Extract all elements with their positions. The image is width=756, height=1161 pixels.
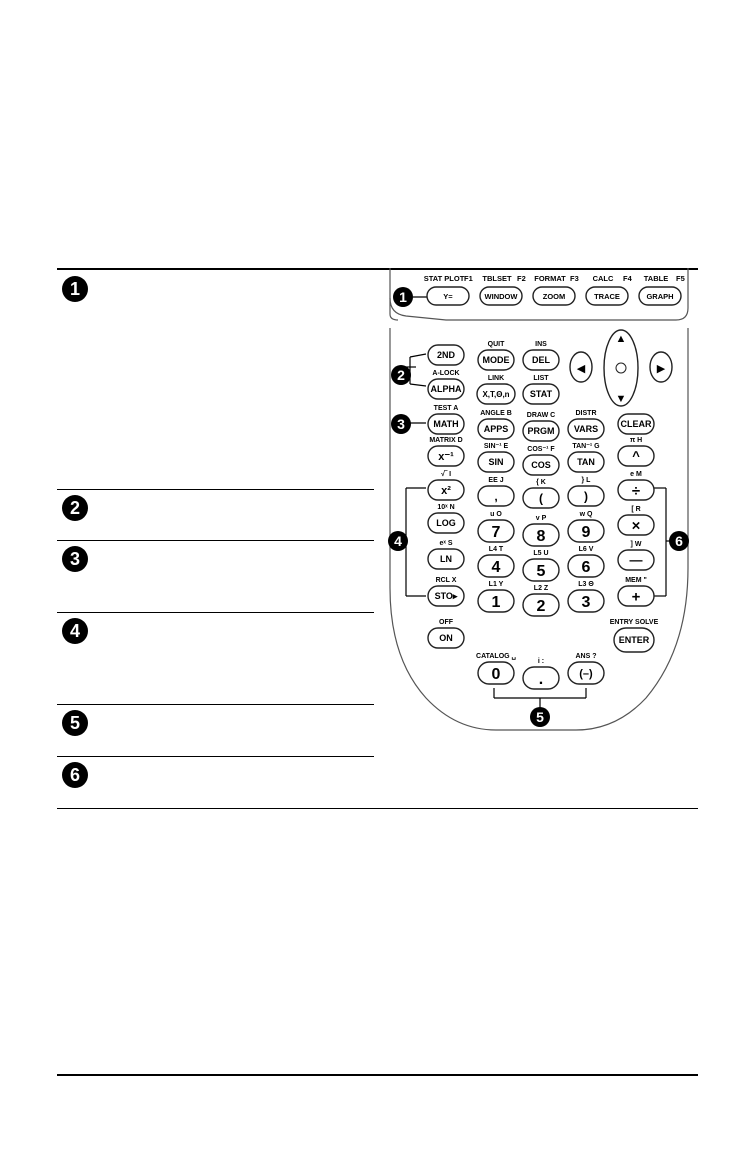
key-label: DEL: [532, 355, 550, 366]
alpha-key-key-button[interactable]: [428, 370, 464, 399]
n3-key-button[interactable]: [568, 581, 604, 612]
svg-text:3: 3: [397, 416, 405, 432]
key-above-label: LIST: [533, 375, 549, 382]
key-above-label: TEST A: [433, 405, 459, 412]
prgm-key-button[interactable]: [523, 412, 559, 441]
key-label: ^: [632, 448, 640, 464]
down-arrow-icon[interactable]: ▼: [615, 393, 627, 405]
rparen-key-button[interactable]: [568, 477, 604, 506]
alpha-function-label: F5: [676, 274, 685, 283]
n2-key-button[interactable]: [523, 585, 559, 616]
key-label: x⁻¹: [438, 450, 454, 463]
key-label: ZOOM: [542, 292, 566, 301]
calculator-keypad-diagram: [376, 268, 698, 743]
second-function-label: TABLE: [643, 274, 669, 283]
marker-6: 6: [62, 762, 88, 788]
key-label: GRAPH: [646, 292, 674, 301]
top-key-graph-button[interactable]: [639, 274, 685, 305]
key-label: LN: [440, 554, 452, 565]
left-arrow-icon[interactable]: ◀: [576, 363, 586, 375]
key-label: MODE: [482, 355, 510, 366]
key-label: CLEAR: [620, 419, 652, 430]
alpha-function-label: F3: [570, 274, 579, 283]
key-label: +: [631, 588, 641, 606]
key-above-label: RCL X: [435, 577, 457, 584]
key-label: 3: [581, 593, 591, 611]
key-label: 7: [491, 523, 501, 541]
n8-key-button[interactable]: [523, 515, 559, 546]
alpha-function-label: F4: [623, 274, 632, 283]
key-above-label: LINK: [487, 375, 505, 382]
apps-key-button[interactable]: [478, 410, 514, 439]
bottom-rule: [57, 808, 698, 809]
key-above-label: w Q: [579, 511, 593, 518]
second-function-label: FORMAT: [534, 274, 566, 283]
key-above-label: √‾ I: [440, 471, 452, 478]
key-label: ): [584, 489, 588, 504]
key-label: 8: [536, 527, 546, 545]
key-label: .: [538, 670, 544, 688]
key-label: 2: [536, 597, 546, 615]
n9-key-button[interactable]: [568, 511, 604, 542]
key-above-label: INS: [535, 341, 547, 348]
key-label: (–): [579, 667, 593, 680]
svg-text:6: 6: [675, 533, 683, 549]
key-above-label: L3 Θ: [578, 581, 594, 588]
key-above-label: π H: [629, 437, 643, 444]
key-above-label: L4 T: [488, 546, 504, 553]
key-label: Y=: [443, 292, 453, 301]
key-label: 4: [491, 558, 501, 576]
key-above-label: COS⁻¹ F: [527, 446, 555, 453]
svg-text:4: 4: [394, 533, 402, 549]
math-key-button[interactable]: [428, 405, 464, 434]
key-label: (: [539, 491, 543, 506]
key-above-label: MEM ": [625, 577, 647, 584]
xt-key-button[interactable]: [477, 375, 515, 404]
key-label: ÷: [631, 482, 641, 500]
key-label: ENTER: [618, 635, 650, 646]
key-label: WINDOW: [484, 292, 518, 301]
top-key-trace-button[interactable]: [586, 274, 633, 305]
key-label: TAN: [577, 457, 595, 468]
cos-key-button[interactable]: [523, 446, 559, 475]
ln-key-button[interactable]: [428, 540, 464, 569]
divider-4: [57, 612, 374, 613]
second-function-label: TBLSET: [482, 274, 512, 283]
alpha-function-label: F1: [464, 274, 473, 283]
n0-key-button[interactable]: [476, 653, 517, 684]
key-label: 5: [536, 562, 546, 580]
pow-key-button[interactable]: [618, 437, 654, 466]
dot-key-button[interactable]: [523, 658, 559, 689]
div-key-button[interactable]: [618, 471, 654, 500]
key-label: PRGM: [527, 426, 555, 437]
key-label: 1: [491, 593, 501, 611]
key-label: 6: [581, 558, 591, 576]
key-label: ALPHA: [430, 384, 462, 395]
key-above-label: A-LOCK: [432, 370, 460, 377]
divider-6: [57, 756, 374, 757]
top-key-window-button[interactable]: [480, 274, 526, 305]
key-above-label: ANS ?: [575, 653, 597, 660]
key-above-label: [ R: [631, 506, 641, 513]
divider-5: [57, 704, 374, 705]
svg-text:5: 5: [536, 709, 544, 725]
key-above-label: SIN⁻¹ E: [483, 443, 509, 450]
key-label: ×: [631, 517, 641, 535]
second-function-label: CALC: [592, 274, 614, 283]
key-above-label: TAN⁻¹ G: [572, 443, 600, 450]
top-key-y-button[interactable]: [424, 274, 473, 305]
callout-2: [391, 365, 411, 385]
sto-key-button[interactable]: [428, 577, 464, 606]
clear-key-button[interactable]: [618, 414, 654, 434]
key-above-label: ENTRY SOLVE: [609, 619, 659, 626]
add-key-button[interactable]: [618, 577, 654, 606]
on-key-button[interactable]: [428, 619, 464, 648]
key-above-label: u O: [490, 511, 502, 518]
key-above-label: DISTR: [575, 410, 597, 417]
key-label: ,: [494, 489, 498, 504]
tan-key-button[interactable]: [568, 443, 604, 472]
callout-5: [530, 707, 550, 727]
key-label: 2ND: [436, 350, 456, 361]
key-above-label: CATALOG ␣: [476, 653, 516, 660]
right-arrow-icon[interactable]: ▶: [656, 363, 666, 375]
stat-key-button[interactable]: [523, 375, 559, 404]
second-function-label: STAT PLOT: [423, 274, 465, 283]
comma-key-button[interactable]: [478, 477, 514, 506]
inv-key-button[interactable]: [428, 437, 464, 466]
top-key-zoom-button[interactable]: [533, 274, 579, 305]
key-above-label: 10ˣ N: [437, 504, 455, 511]
n7-key-button[interactable]: [478, 511, 514, 542]
key-label: x²: [441, 484, 451, 497]
alpha-function-label: F2: [517, 274, 526, 283]
callout-6: [669, 531, 689, 551]
key-above-label: L5 U: [533, 550, 549, 557]
lparen-key-button[interactable]: [523, 479, 559, 508]
sub-key-button[interactable]: [618, 541, 654, 570]
divider-3: [57, 540, 374, 541]
log-key-button[interactable]: [428, 504, 464, 533]
key-above-label: eˣ S: [439, 540, 453, 547]
marker-3: 3: [62, 546, 88, 572]
key-above-label: L1 Y: [488, 581, 504, 588]
key-label: APPS: [483, 424, 509, 435]
n6-key-button[interactable]: [568, 546, 604, 577]
marker-1: 1: [62, 276, 88, 302]
key-above-label: QUIT: [487, 341, 505, 348]
vars-key-button[interactable]: [568, 410, 604, 439]
key-above-label: OFF: [439, 619, 453, 626]
neg-key-button[interactable]: [568, 653, 604, 684]
key-label: MATH: [433, 419, 459, 430]
key-above-label: L6 V: [578, 546, 594, 553]
up-arrow-icon[interactable]: ▲: [615, 333, 627, 345]
sin-key-button[interactable]: [478, 443, 514, 472]
enter-key-button[interactable]: [610, 619, 659, 652]
sq-key-button[interactable]: [428, 470, 464, 500]
key-above-label: ANGLE B: [480, 410, 512, 417]
key-above-label: i :: [537, 658, 545, 665]
key-label: VARS: [573, 424, 599, 435]
key-label: —: [629, 552, 643, 568]
mul-key-button[interactable]: [618, 506, 654, 535]
key-label: STAT: [529, 389, 553, 400]
divider-2: [57, 489, 374, 490]
key-above-label: ] W: [630, 541, 642, 548]
mode-key-button[interactable]: [478, 341, 514, 370]
key-label: SIN: [488, 457, 504, 468]
key-label: 0: [491, 665, 501, 683]
key-above-label: EE J: [488, 477, 504, 484]
marker-2: 2: [62, 495, 88, 521]
n5-key-button[interactable]: [523, 550, 559, 581]
key-above-label: } L: [581, 477, 591, 484]
svg-text:2: 2: [397, 367, 405, 383]
key-above-label: DRAW C: [526, 412, 556, 419]
svg-text:1: 1: [399, 289, 407, 305]
callout-4: [388, 531, 408, 551]
arrow-pad[interactable]: [570, 330, 672, 406]
key-above-label: { K: [536, 479, 546, 486]
key-above-label: L2 Z: [533, 585, 549, 592]
callout-3: [391, 414, 411, 434]
key-label: 9: [581, 523, 591, 541]
key-above-label: MATRIX D: [429, 437, 463, 444]
key-above-label: e M: [630, 471, 642, 478]
marker-4: 4: [62, 618, 88, 644]
key-label: LOG: [436, 518, 456, 529]
key-above-label: v P: [535, 515, 547, 522]
n1-key-button[interactable]: [478, 581, 514, 612]
callout-1: [393, 287, 430, 307]
key-label: TRACE: [594, 292, 620, 301]
key-label: X,T,Θ,n: [482, 389, 510, 399]
second-key-key-button[interactable]: [428, 345, 464, 365]
key-label: ON: [439, 633, 453, 644]
del-key-button[interactable]: [523, 341, 559, 370]
n4-key-button[interactable]: [478, 546, 514, 577]
key-label: STO▸: [434, 591, 458, 602]
key-label: COS: [531, 460, 551, 471]
footer-rule: [57, 1074, 698, 1076]
marker-5: 5: [62, 710, 88, 736]
